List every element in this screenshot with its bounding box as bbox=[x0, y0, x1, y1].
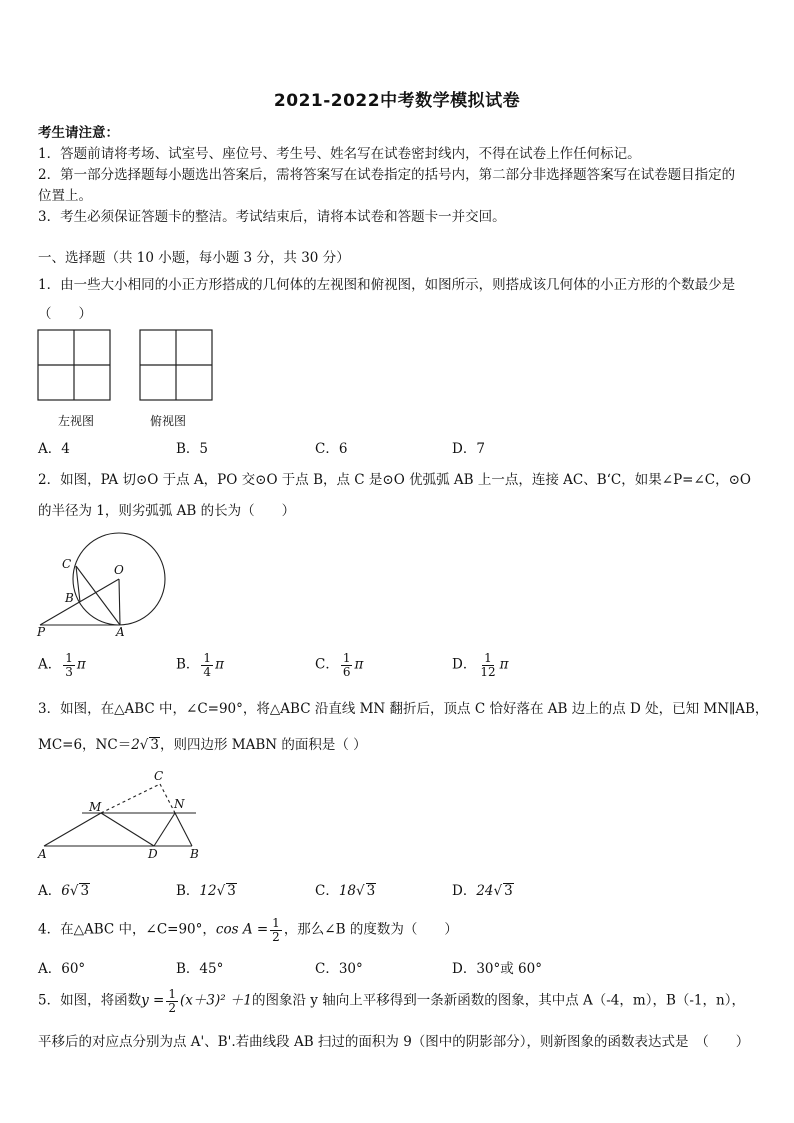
q2-option-b: B． $\frac{1}{4}$ π bbox=[176, 651, 224, 679]
top-view-grid bbox=[140, 330, 212, 400]
notice-item-2-cont: 位置上。 bbox=[38, 188, 92, 204]
q3-option-d: D．24√ 3 bbox=[452, 883, 513, 899]
segment-mc bbox=[101, 784, 160, 813]
q1-stem: 1．由一些大小相同的小正方形搭成的几何体的左视图和俯视图，如图所示，则搭成该几何体的小正方形的个数最少是 bbox=[38, 277, 736, 293]
label-b: B bbox=[65, 591, 74, 605]
q2-stem-cont: 的半径为 1，则劣弧弧 AB 的长为（ ） bbox=[38, 503, 296, 519]
q4-option-a: A．60° bbox=[38, 961, 86, 977]
notice-heading: 考生请注意： bbox=[38, 125, 119, 141]
notice-item-2: 2．第一部分选择题每小题选出答案后，需将答案写在试卷指定的括号内，第二部分非选择题答案写在试卷题目指定的 bbox=[38, 167, 736, 183]
label-n: N bbox=[174, 797, 185, 811]
q1-figure bbox=[36, 326, 216, 406]
segment-oa bbox=[119, 579, 120, 625]
q4-option-d: D．30°或 60° bbox=[452, 961, 542, 977]
label-c: C bbox=[62, 557, 72, 571]
q4-option-b: B．45° bbox=[176, 961, 224, 977]
label-m: M bbox=[89, 800, 102, 814]
q2-option-a: A． $\frac{1}{3}$ π bbox=[38, 651, 86, 679]
label-p: P bbox=[37, 625, 46, 639]
q3-option-c: C．18√ 3 bbox=[315, 883, 376, 899]
label-a: A bbox=[116, 625, 125, 639]
q1-option-b: B．5 bbox=[176, 441, 209, 457]
q3-option-b: B．12√ 3 bbox=[176, 883, 236, 899]
top-view-caption: 俯视图 bbox=[150, 414, 187, 428]
q2-stem: 2．如图，PA 切⊙O 于点 A，PO 交⊙O 于点 B，点 C 是⊙O 优弧弧 AB 上一点，连接 AC、B‘C，如果∠P=∠C，⊙O bbox=[38, 472, 751, 488]
segment-am bbox=[44, 813, 101, 846]
q4-option-c: C．30° bbox=[315, 961, 363, 977]
q1-option-a: A．4 bbox=[38, 441, 70, 457]
label-o: O bbox=[114, 563, 124, 577]
q1-option-d: D．7 bbox=[452, 441, 485, 457]
label-d: D bbox=[148, 847, 158, 861]
q2-figure bbox=[34, 528, 174, 640]
q2-option-c: C． $\frac{1}{6}$ π bbox=[315, 651, 364, 679]
q3-stem: 3．如图，在△ABC 中，∠C=90°，将△ABC 沿直线 MN 翻折后，顶点 C 恰好落在 AB 边上的点 D 处，已知 MN∥AB， bbox=[38, 701, 769, 717]
page-title: 2021-2022中考数学模拟试卷 bbox=[273, 91, 521, 111]
segment-dn bbox=[154, 813, 175, 846]
segment-nb bbox=[175, 813, 192, 846]
notice-item-3: 3．考生必须保证答题卡的整洁。考试结束后，请将本试卷和答题卡一并交回。 bbox=[38, 209, 506, 225]
q5-stem-cont: 平移后的对应点分别为点 A'、B'.若曲线段 AB 扫过的面积为 9（图中的阴影部分），则新图象的函数表达式是 （ ） bbox=[38, 1034, 750, 1050]
q4-stem: 4．在△ABC 中，∠C=90°，cos A = $\frac{1}{2}$ ，那么∠B 的度数为（ ） bbox=[38, 916, 458, 944]
q3-figure bbox=[34, 766, 214, 864]
q3-stem-cont: MC=6，NC＝2√ 3，则四边形 MABN 的面积是（ ） bbox=[38, 737, 367, 753]
label-c: C bbox=[154, 769, 164, 783]
q1-stem-paren: （ ） bbox=[38, 306, 92, 322]
segment-cn bbox=[160, 784, 175, 813]
section-heading: 一、选择题（共 10 小题，每小题 3 分，共 30 分） bbox=[38, 250, 350, 266]
q5-stem: 5．如图，将函数y = $\frac{1}{2}$ (x＋3)² ＋1的图象沿 y 轴向上平移得到一条新函数的图象，其中点 A（-4，m），B（-1，n）， bbox=[38, 987, 745, 1015]
label-b: B bbox=[190, 847, 199, 861]
left-view-grid bbox=[38, 330, 110, 400]
label-a: A bbox=[38, 847, 47, 861]
notice-item-1: 1．答题前请将考场、试室号、座位号、考生号、姓名写在试卷密封线内，不得在试卷上作任何标记。 bbox=[38, 146, 641, 162]
q1-option-c: C．6 bbox=[315, 441, 348, 457]
left-view-caption: 左视图 bbox=[58, 414, 95, 428]
segment-md bbox=[101, 813, 154, 846]
q3-option-a: A．6√ 3 bbox=[38, 883, 90, 899]
q2-option-d: D． $\frac{1}{12}$ π bbox=[452, 651, 509, 679]
